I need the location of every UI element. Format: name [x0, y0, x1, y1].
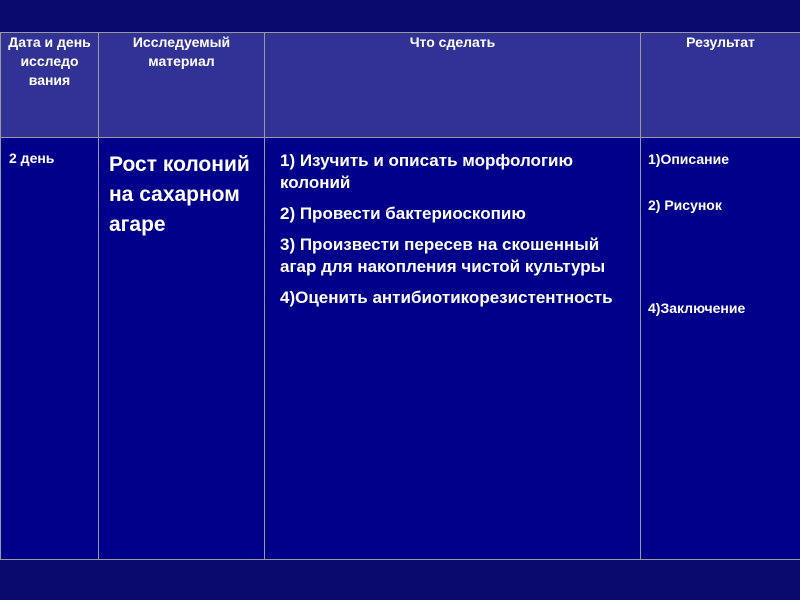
task-item: 1) Изучить и описать морфологию колоний: [280, 151, 573, 192]
header-material: Исследуемый материал: [99, 33, 265, 138]
task-item: 3) Произвести пересев на скошенный агар для накопления чистой культуры: [280, 235, 606, 276]
cell-results: [641, 138, 800, 560]
table-row: [1, 138, 800, 560]
header-date: Дата и день исследо вания: [1, 33, 99, 138]
material-text: Рост колоний на сахарном агаре: [109, 153, 250, 236]
day-text: 2 день: [9, 150, 55, 166]
result-item: 2) Рисунок: [648, 197, 722, 213]
result-item: 4)Заключение: [648, 300, 746, 316]
result-item: 1)Описание: [648, 151, 729, 167]
header-result: Результат: [641, 33, 800, 138]
task-item: 4)Оценить антибиотикорезистентность: [280, 288, 613, 307]
task-list: [265, 138, 640, 309]
result-list: [641, 138, 800, 318]
cell-tasks: [265, 138, 641, 560]
cell-day: [1, 138, 99, 560]
header-todo: Что сделать: [265, 33, 641, 138]
cell-material: [99, 138, 265, 560]
study-plan-table: [0, 32, 800, 560]
task-item: 2) Провести бактериоскопию: [280, 204, 526, 223]
table-header-row: [1, 33, 800, 138]
